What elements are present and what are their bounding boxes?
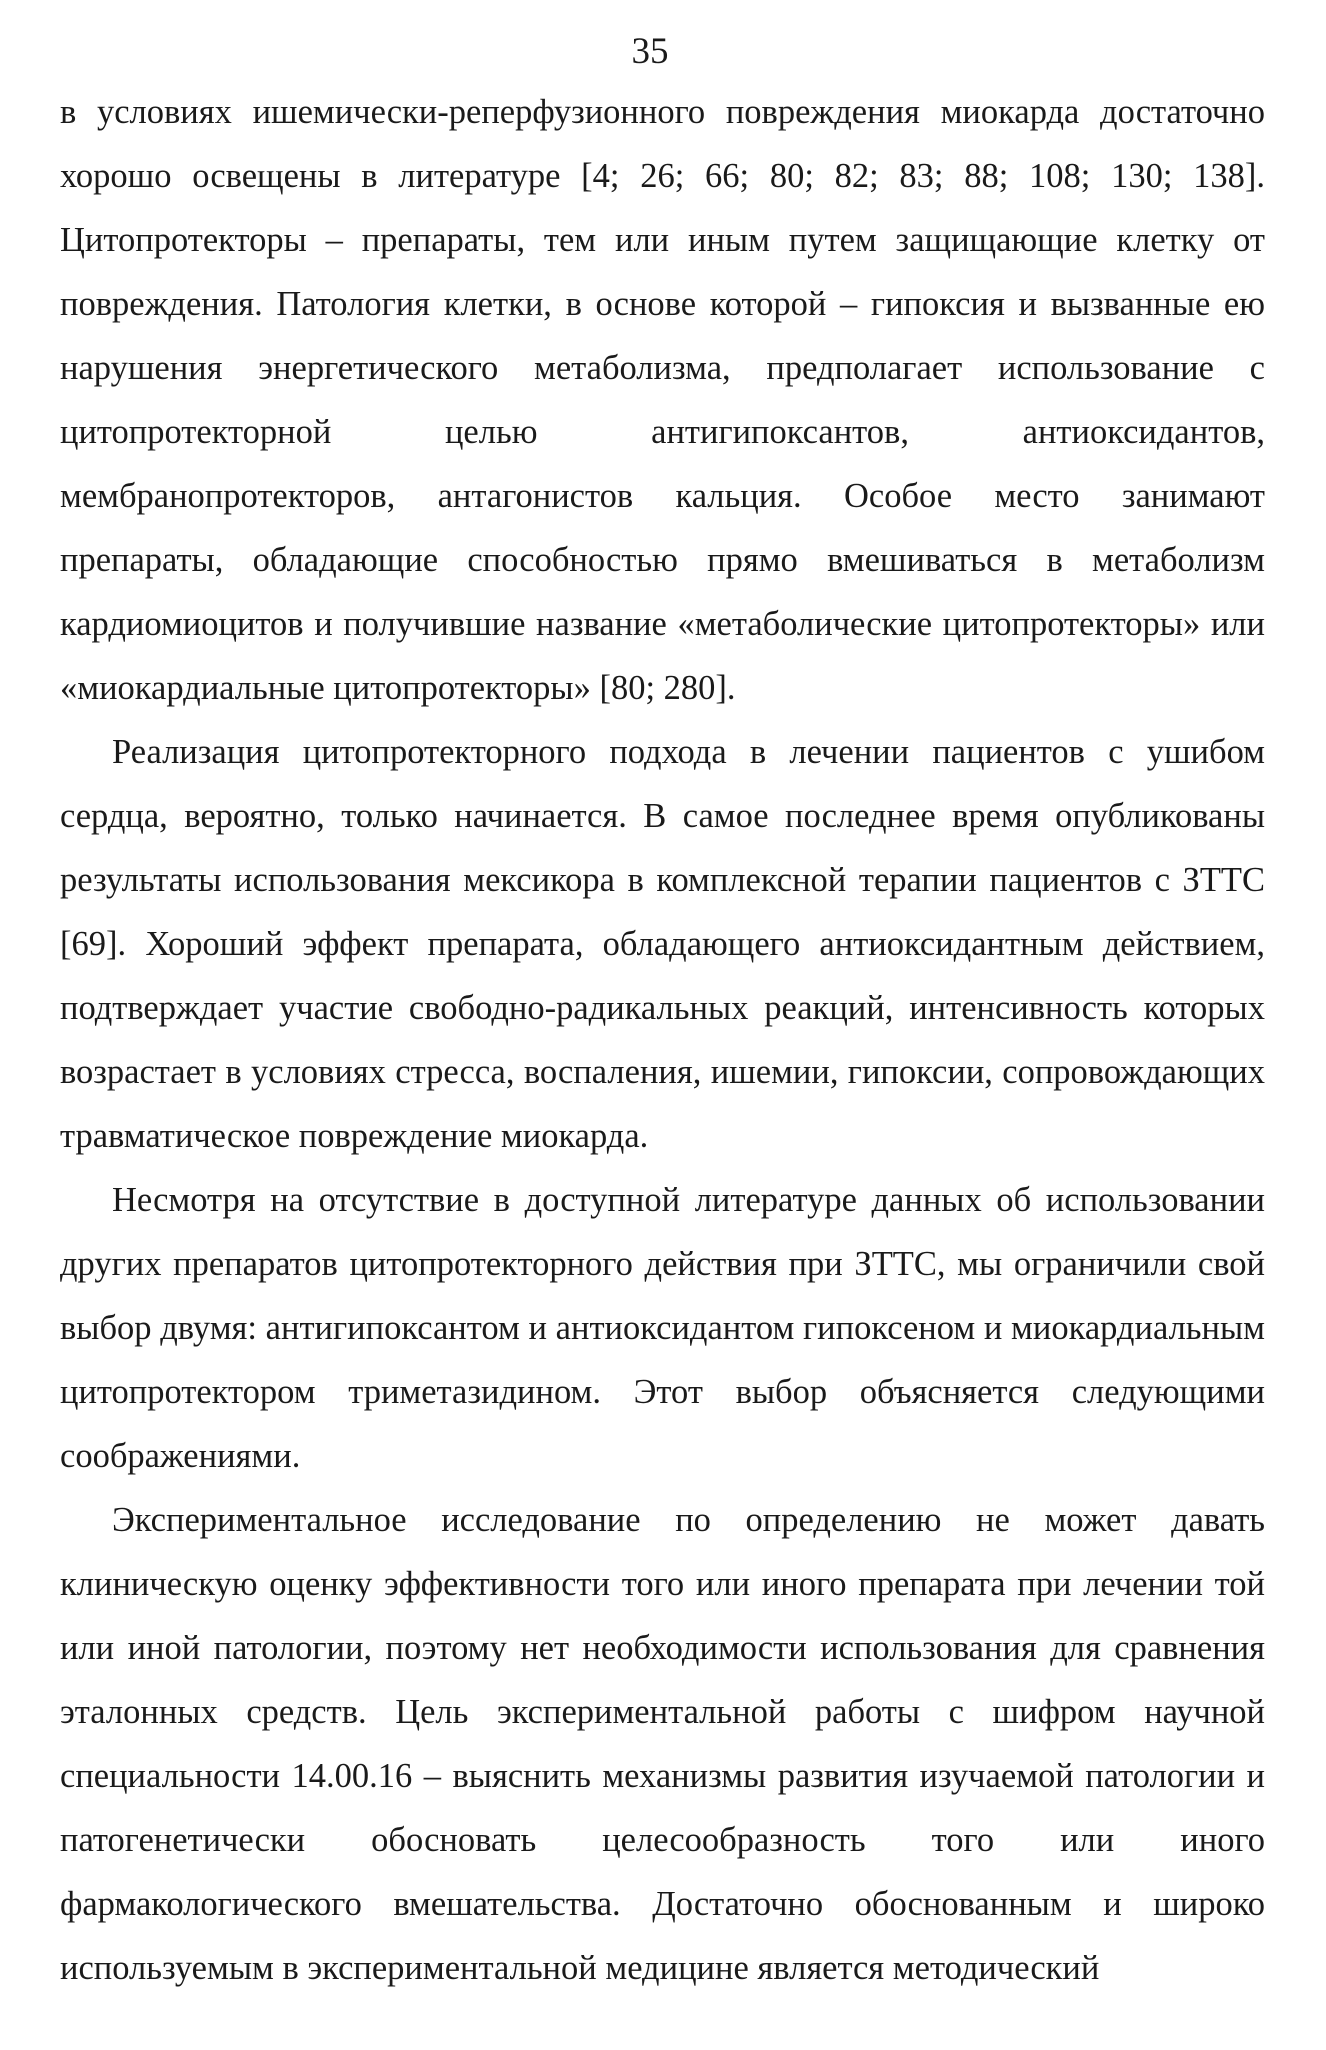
- body-text: [60, 80, 1265, 2000]
- paragraph-4: Экспериментальное исследование по определению не может давать клиническую оценку эффективности того или иного препарата при лечении той или иной патологии, поэтому нет необходимости использования для сравнения эталонных средств. Цель экспериментальной работы с шифром научной специальности 14.00.16 – выяснить механизмы развития изучаемой патологии и патогенетически обосновать целесообразность того или иного фармакологического вмешательства. Достаточно обоснованным и широко используемым в экспериментальной медицине является методический: [60, 1501, 1265, 1987]
- paragraph-1: в условиях ишемически-реперфузионного повреждения миокарда достаточно хорошо освещены в литературе [4; 26; 66; 80; 82; 83; 88; 108; 130; 138]. Цитопротекторы – препараты, тем или иным путем защищающие клетку от повреждения. Патология клетки, в основе которой – гипоксия и вызванные ею нарушения энергетического метаболизма, предполагает использование с цитопротекторной целью антигипоксантов, антиоксидантов, мембранопротекторов, антагонистов кальция. Особое место занимают препараты, обладающие способностью прямо вмешиваться в метаболизм кардиомиоцитов и получившие название «метаболические цитопротекторы» или «миокардиальные цитопротекторы» [80; 280].: [60, 93, 1265, 707]
- page-number: 35: [631, 31, 669, 72]
- paragraph-2: Реализация цитопротекторного подхода в лечении пациентов с ушибом сердца, вероятно, только начинается. В самое последнее время опубликованы результаты использования мексикора в комплексной терапии пациентов с ЗТТС [69]. Хороший эффект препарата, обладающего антиоксидантным действием, подтверждает участие свободно-радикальных реакций, интенсивность которых возрастает в условиях стресса, воспаления, ишемии, гипоксии, сопровождающих травматическое повреждение миокарда.: [60, 733, 1265, 1155]
- paragraph-3: Несмотря на отсутствие в доступной литературе данных об использовании других препаратов цитопротекторного действия при ЗТТС, мы ограничили свой выбор двумя: антигипоксантом и антиоксидантом гипоксеном и миокардиальным цитопротектором триметазидином. Этот выбор объясняется следующими соображениями.: [60, 1181, 1265, 1475]
